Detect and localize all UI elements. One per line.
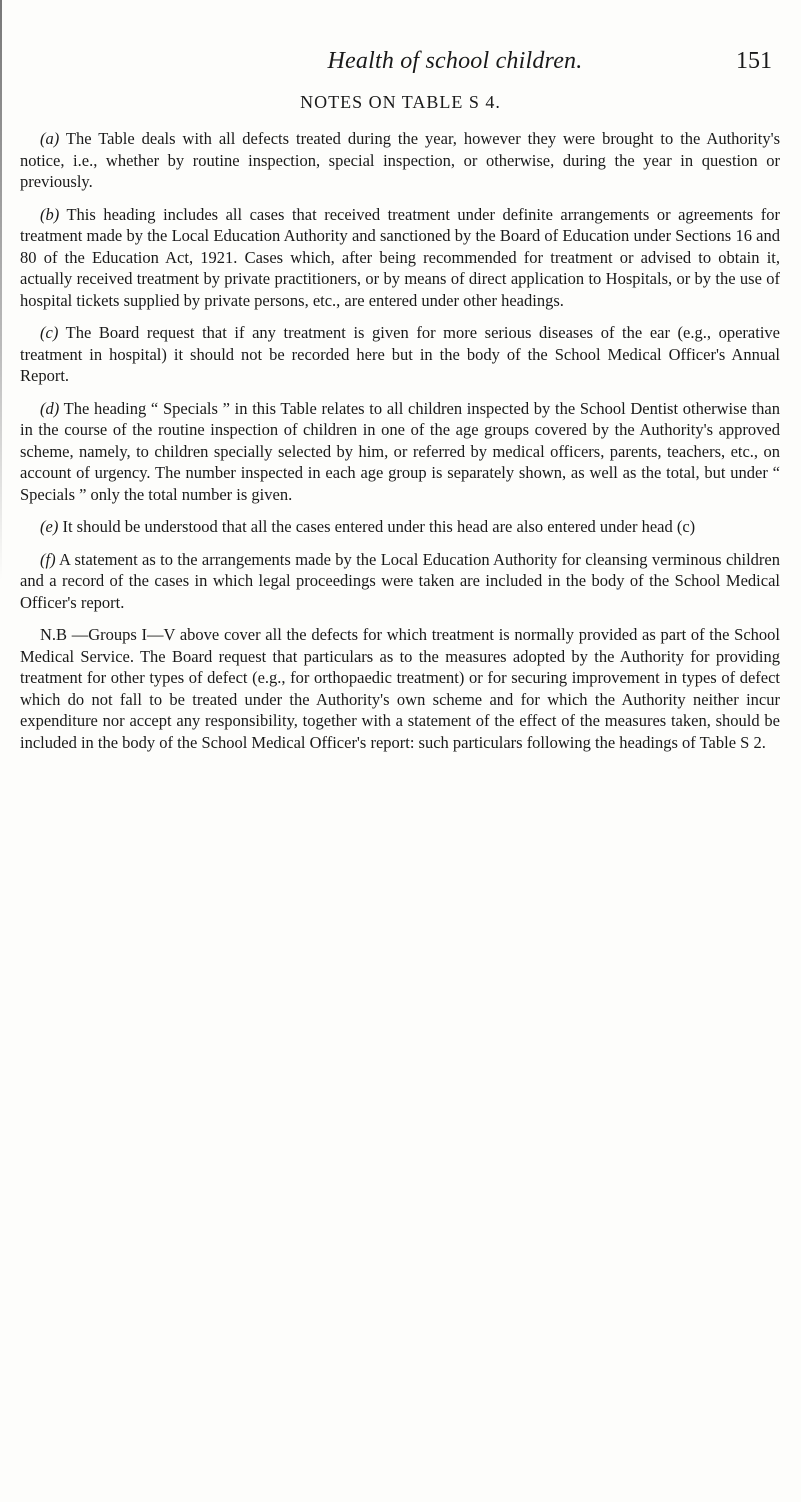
note-text: —Groups I—V above cover all the defects for which treatment is normally provided as part of the School Medical Service. The Board request that particulars as to the measures adopted by the Authority for providing treatment for other types of defect (e.g., for orthopaedic treatment) or for securing improvement in types of defect which do not fall to be treated under the Authority's own scheme and for which the Authority neither incur expenditure nor accept any responsibility, together with a statement of the effect of the measures taken, should be included in the body of the School Medical Officer's report: such particulars following the headings of Table S 2. <box>20 625 780 752</box>
note-text: The heading “ Specials ” in this Table relates to all children inspected by the School Dentist otherwise than in the course of the routine inspection of children in one of the age groups covered by the Authority's approved scheme, namely, to children specially selected by him, or referred by medical officers, parents, teachers, etc., on account of urgency. The number inspected in each age group is separately shown, as well as the total, but under “ Specials ” only the total number is given. <box>20 398 780 504</box>
note-b <box>20 204 780 312</box>
note-text: The Board request that if any treatment is given for more serious diseases of the ear (e.g., operative treatment in hospital) it should not be recorded here but in the body of the School Medical Officer's Annual Report. <box>20 323 780 385</box>
notes-body <box>20 128 780 764</box>
nb-marker: N.B <box>40 625 68 644</box>
note-marker: (b) <box>40 204 60 224</box>
note-c <box>20 322 780 387</box>
note-text: The Table deals with all defects treated during the year, however they were brought to the Authority's notice, i.e., whether by routine inspection, special inspection, or otherwise, during the year in question or previously. <box>20 129 780 191</box>
note-a <box>20 128 780 193</box>
running-title: Health of school children. <box>327 48 583 74</box>
running-head <box>140 48 780 88</box>
note-e <box>20 516 780 538</box>
page-number: 151 <box>736 48 772 74</box>
note-marker: (d) <box>40 398 60 418</box>
note-f <box>20 549 780 614</box>
note-marker: (c) <box>40 323 59 342</box>
note-d <box>20 398 780 506</box>
note-text: It should be understood that all the cases entered under this head are also entered under head (c) <box>58 517 696 536</box>
notes-heading: NOTES ON TABLE S 4. <box>300 92 501 112</box>
note-text: A statement as to the arrangements made by the Local Education Authority for cleansing verminous children and a record of the cases in which legal proceedings were taken are included in the body of the School Medical Officer's report. <box>20 549 780 612</box>
note-text: This heading includes all cases that received treatment under definite arrangements or agreements for treatment made by the Local Education Authority and sanctioned by the Board of Education under Sections 16 and 80 of the Education Act, 1921. Cases which, after being recommended for treatment or advised to obtain it, actually received treatment by private practitioners, or by means of direct application to Hospitals, or by the use of hospital tickets supplied by private persons, etc., are entered under other headings. <box>20 204 780 310</box>
page-edge-line <box>0 0 2 580</box>
note-marker: (e) <box>40 517 59 536</box>
note-marker: (f) <box>40 549 56 569</box>
note-marker: (a) <box>40 129 60 148</box>
note-nb <box>20 624 780 753</box>
